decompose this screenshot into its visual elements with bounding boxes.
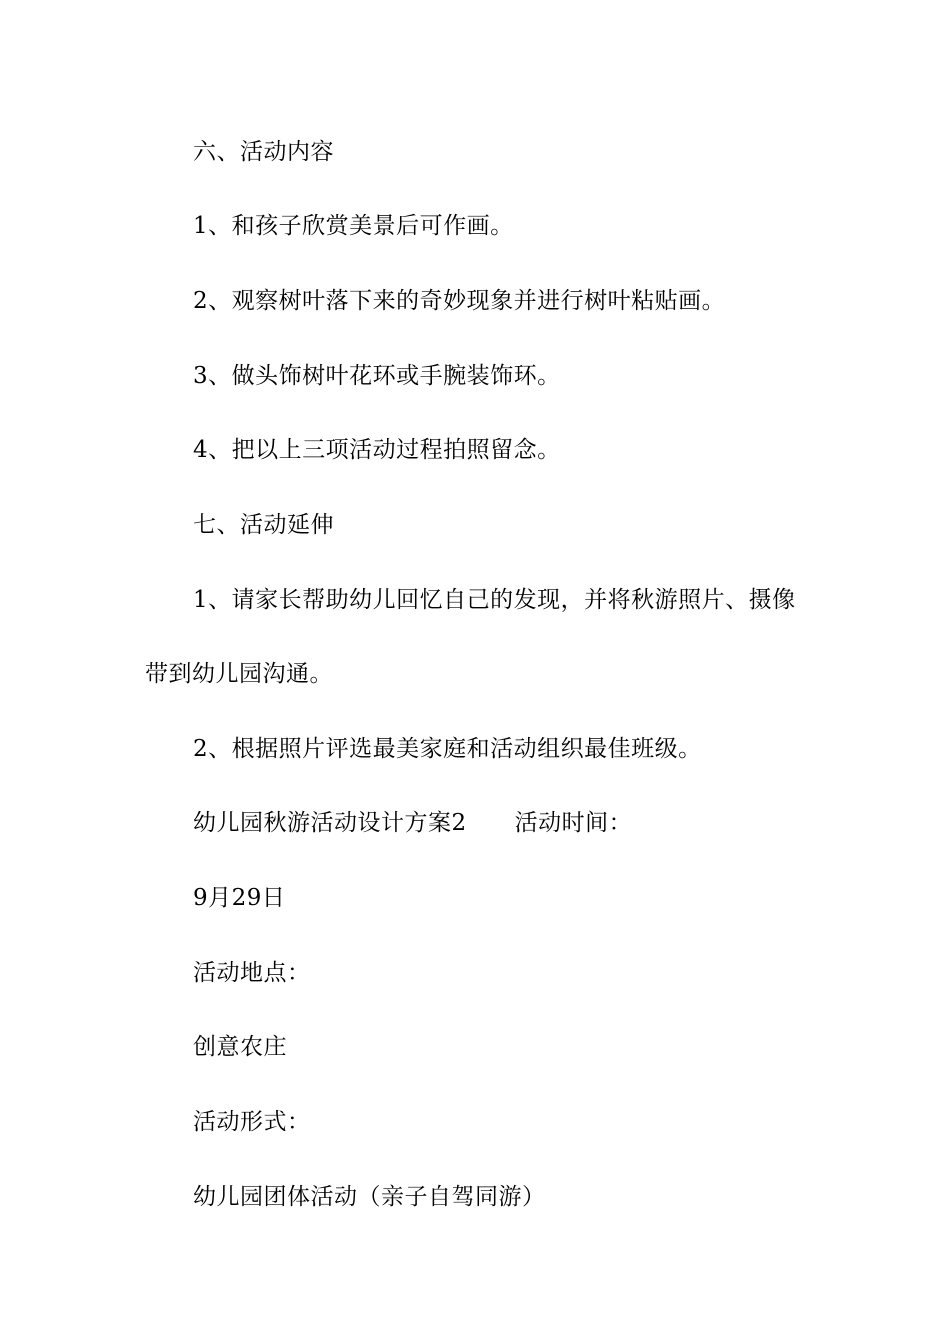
activity-location-value: 创意农庄 [193, 1034, 287, 1060]
paragraph-item-4: 4、把以上三项活动过程拍照留念。 [193, 437, 561, 463]
paragraph-item-2: 2、观察树叶落下来的奇妙现象并进行树叶粘贴画。 [193, 288, 726, 314]
activity-format-value: 幼儿园团体活动（亲子自驾同游） [193, 1184, 546, 1210]
paragraph-extension-1: 1、请家长帮助幼儿回忆自己的发现，并将秋游照片、摄像 [193, 587, 796, 613]
paragraph-item-1: 1、和孩子欣赏美景后可作画。 [193, 213, 514, 239]
paragraph-extension-1-continued: 带到幼儿园沟通。 [145, 661, 333, 687]
section-heading-activity-extension: 七、活动延伸 [193, 512, 334, 538]
plan-title: 幼儿园秋游活动设计方案2 [193, 810, 467, 836]
paragraph-item-3: 3、做头饰树叶花环或手腕装饰环。 [193, 363, 561, 389]
plan-title-line [193, 808, 632, 838]
section-heading-activity-content: 六、活动内容 [193, 139, 334, 165]
activity-time-value: 9月29日 [193, 885, 286, 911]
paragraph-extension-2: 2、根据照片评选最美家庭和活动组织最佳班级。 [193, 736, 702, 762]
activity-format-label: 活动形式： [193, 1109, 311, 1135]
activity-location-label: 活动地点： [193, 960, 311, 986]
activity-time-label: 活动时间： [514, 810, 633, 836]
